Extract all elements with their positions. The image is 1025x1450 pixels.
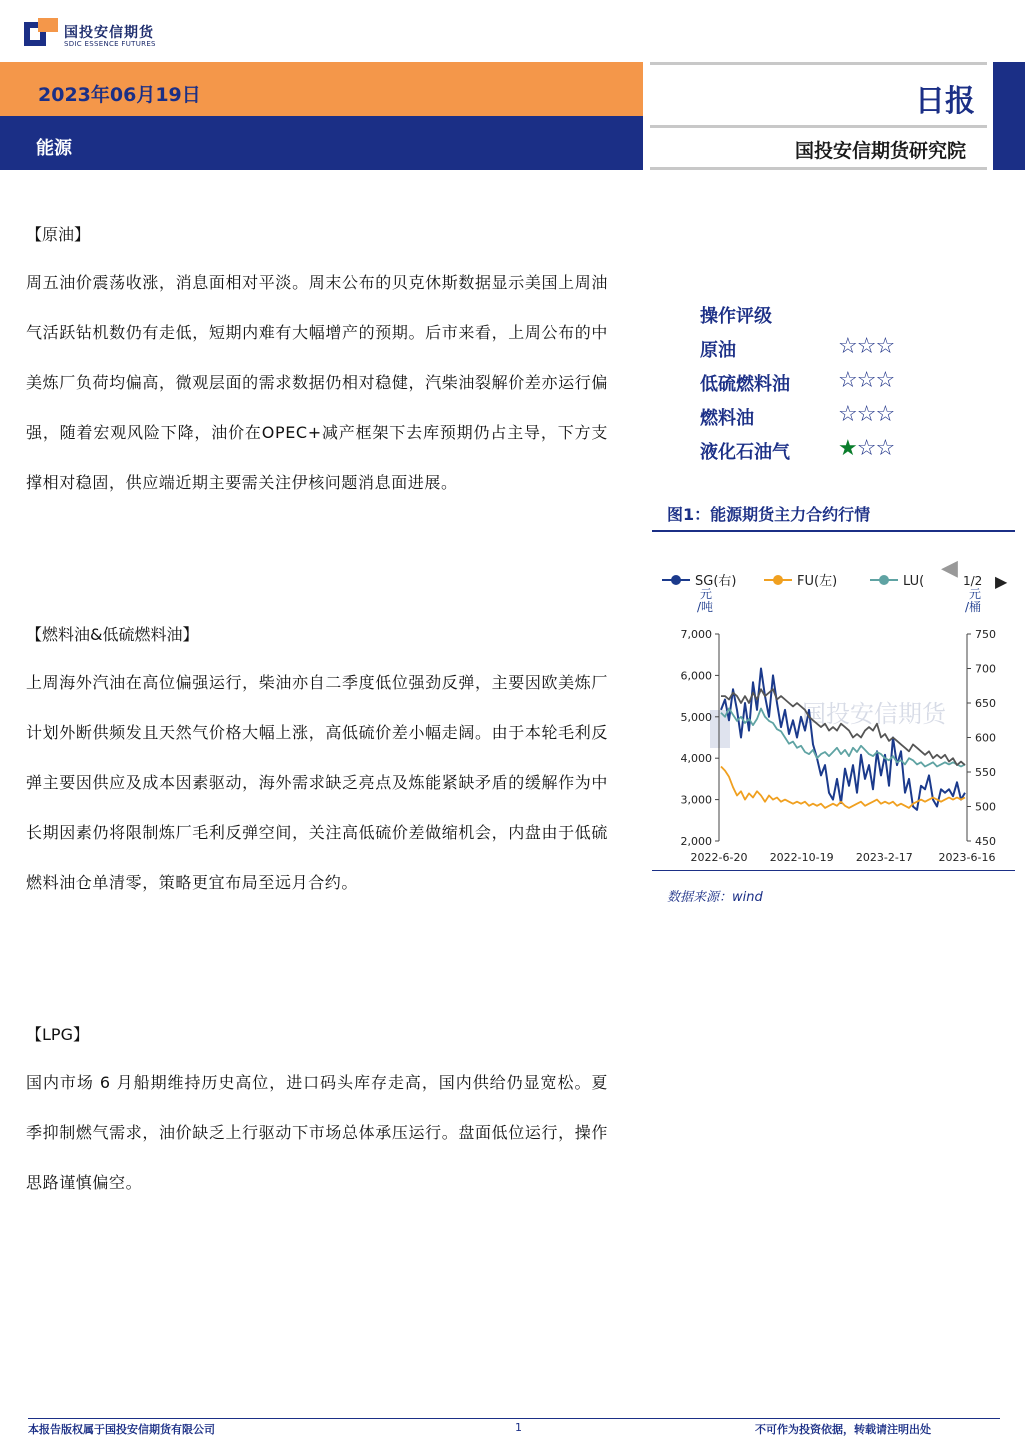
left-tick-label: 2,000 (680, 835, 712, 848)
left-tick-label: 6,000 (680, 669, 712, 683)
report-sector: 能源 (36, 138, 72, 159)
right-tick-label: 650 (975, 697, 996, 710)
x-tick-label: 2022-6-20 (690, 851, 748, 864)
rating-stars-icon (838, 436, 894, 461)
legend-label: FU(左) (797, 574, 838, 589)
report-type: 日报 (915, 84, 975, 119)
left-tick-label: 7,000 (680, 628, 712, 641)
figure-rule-bottom (652, 870, 1015, 871)
rating-title: 操作评级 (700, 306, 772, 327)
rating-name: 燃料油 (700, 408, 754, 429)
rating-row (700, 438, 960, 468)
x-tick-label: 2023-6-16 (938, 851, 996, 864)
x-tick-label: 2023-2-17 (855, 851, 913, 864)
star-empty-icon: ☆ (875, 368, 895, 393)
rating-stars-icon (838, 402, 894, 427)
right-tick-label: 450 (975, 835, 996, 848)
section-text-crude: 周五油价震荡收涨，消息面相对平淡。周末公布的贝克休斯数据显示美国上周油气活跃钻机数仍有走低，短期内难有大幅增产的预期。后市来看，上周公布的中美炼厂负荷均偏高，微观层面的需求数据仍相对稳健，汽柴油裂解价差亦运行偏强，随着宏观风险下降，油价在OPEC+减产框架下去库预期仍占主导，下方支撑相对稳固，供应端近期主要需关注伊核问题消息面进展。 (26, 273, 608, 492)
star-empty-icon: ☆ (875, 436, 895, 461)
legend-page: 1/2 (963, 574, 983, 588)
footer-rule (28, 1418, 1000, 1419)
legend-prev-icon: ◀ (941, 560, 958, 581)
rating-row (700, 336, 960, 366)
star-empty-icon: ☆ (875, 334, 895, 359)
section-title-fuel-oil: 【燃料油&低硫燃料油】 (26, 625, 199, 644)
rating-stars-icon (838, 334, 894, 359)
star-empty-icon: ☆ (838, 334, 857, 359)
sector-band (0, 116, 643, 170)
right-axis-unit: 元 (969, 587, 982, 601)
left-axis-unit: /吨 (697, 600, 714, 614)
rating-name: 液化石油气 (700, 442, 790, 463)
left-tick-label: 5,000 (680, 710, 712, 724)
rating-name: 原油 (700, 340, 736, 361)
right-tick-label: 750 (975, 628, 996, 641)
rating-stars-icon (838, 368, 894, 393)
logo-name-en: SDIC ESSENCE FUTURES (64, 40, 156, 48)
star-empty-icon: ☆ (838, 368, 857, 393)
left-tick-label: 4,000 (680, 752, 712, 766)
futures-price-chart (652, 560, 1015, 870)
legend-label: SG(右) (695, 574, 737, 589)
right-tick-label: 700 (975, 662, 996, 676)
star-empty-icon: ☆ (856, 334, 876, 359)
left-tick-label: 3,000 (680, 793, 712, 807)
left-axis-unit: 元 (700, 587, 713, 601)
header-divider-top (650, 62, 987, 65)
x-tick-label: 2022-10-19 (769, 851, 834, 864)
research-institute: 国投安信期货研究院 (795, 140, 967, 162)
legend-label: LU( (903, 574, 925, 589)
series-line-sg (721, 669, 965, 810)
right-tick-label: 500 (975, 800, 996, 814)
header-divider-middle (650, 125, 987, 128)
star-empty-icon: ☆ (856, 436, 876, 461)
rating-name: 低硫燃料油 (700, 374, 790, 395)
star-empty-icon: ☆ (875, 402, 895, 427)
legend-next-icon: ▶ (995, 572, 1008, 591)
rating-row (700, 370, 960, 400)
chart-watermark: 国投安信期货 (802, 700, 946, 728)
report-date: 2023年06月19日 (38, 84, 201, 106)
logo-name-cn: 国投安信期货 (64, 25, 154, 41)
page-number: 1 (515, 1421, 522, 1434)
star-filled-icon: ★ (838, 436, 857, 461)
figure-title: 图1：能源期货主力合约行情 (667, 505, 871, 524)
figure-rule-top (652, 530, 1015, 532)
company-logo-icon (24, 18, 58, 50)
legend-marker (671, 575, 681, 585)
footer-disclaimer: 不可作为投资依据，转载请注明出处 (755, 1423, 931, 1436)
watermark-logo-icon (710, 710, 730, 748)
section-title-lpg: 【LPG】 (26, 1025, 89, 1044)
header-accent-block (993, 62, 1025, 170)
rating-row (700, 404, 960, 434)
right-tick-label: 550 (975, 766, 996, 779)
star-empty-icon: ☆ (838, 402, 857, 427)
figure-source: 数据来源：wind (667, 890, 763, 905)
legend-marker (773, 575, 783, 585)
right-axis-unit: /桶 (965, 600, 982, 614)
legend-marker (879, 575, 889, 585)
right-tick-label: 600 (975, 731, 996, 745)
section-title-crude: 【原油】 (26, 225, 91, 244)
header-divider-bottom (650, 167, 987, 170)
section-text-fuel-oil: 上周海外汽油在高位偏强运行，柴油亦自二季度低位强劲反弹，主要因欧美炼厂计划外断供频发且天然气价格大幅上涨，高低硫价差小幅走阔。由于本轮毛利反弹主要因供应及成本因素驱动，海外需求缺乏亮点及炼能紧缺矛盾的缓解作为中长期因素仍将限制炼厂毛利反弹空间，关注高低硫价差做缩机会，内盘由于低硫燃料油仓单清零，策略更宜布局至远月合约。 (26, 673, 608, 892)
footer-copyright: 本报告版权属于国投安信期货有限公司 (28, 1423, 215, 1436)
star-empty-icon: ☆ (856, 368, 876, 393)
section-text-lpg: 国内市场 6 月船期维持历史高位，进口码头库存走高，国内供给仍显宽松。夏季抑制燃气需求，油价缺乏上行驱动下市场总体承压运行。盘面低位运行，操作思路谨慎偏空。 (26, 1073, 608, 1192)
star-empty-icon: ☆ (856, 402, 876, 427)
